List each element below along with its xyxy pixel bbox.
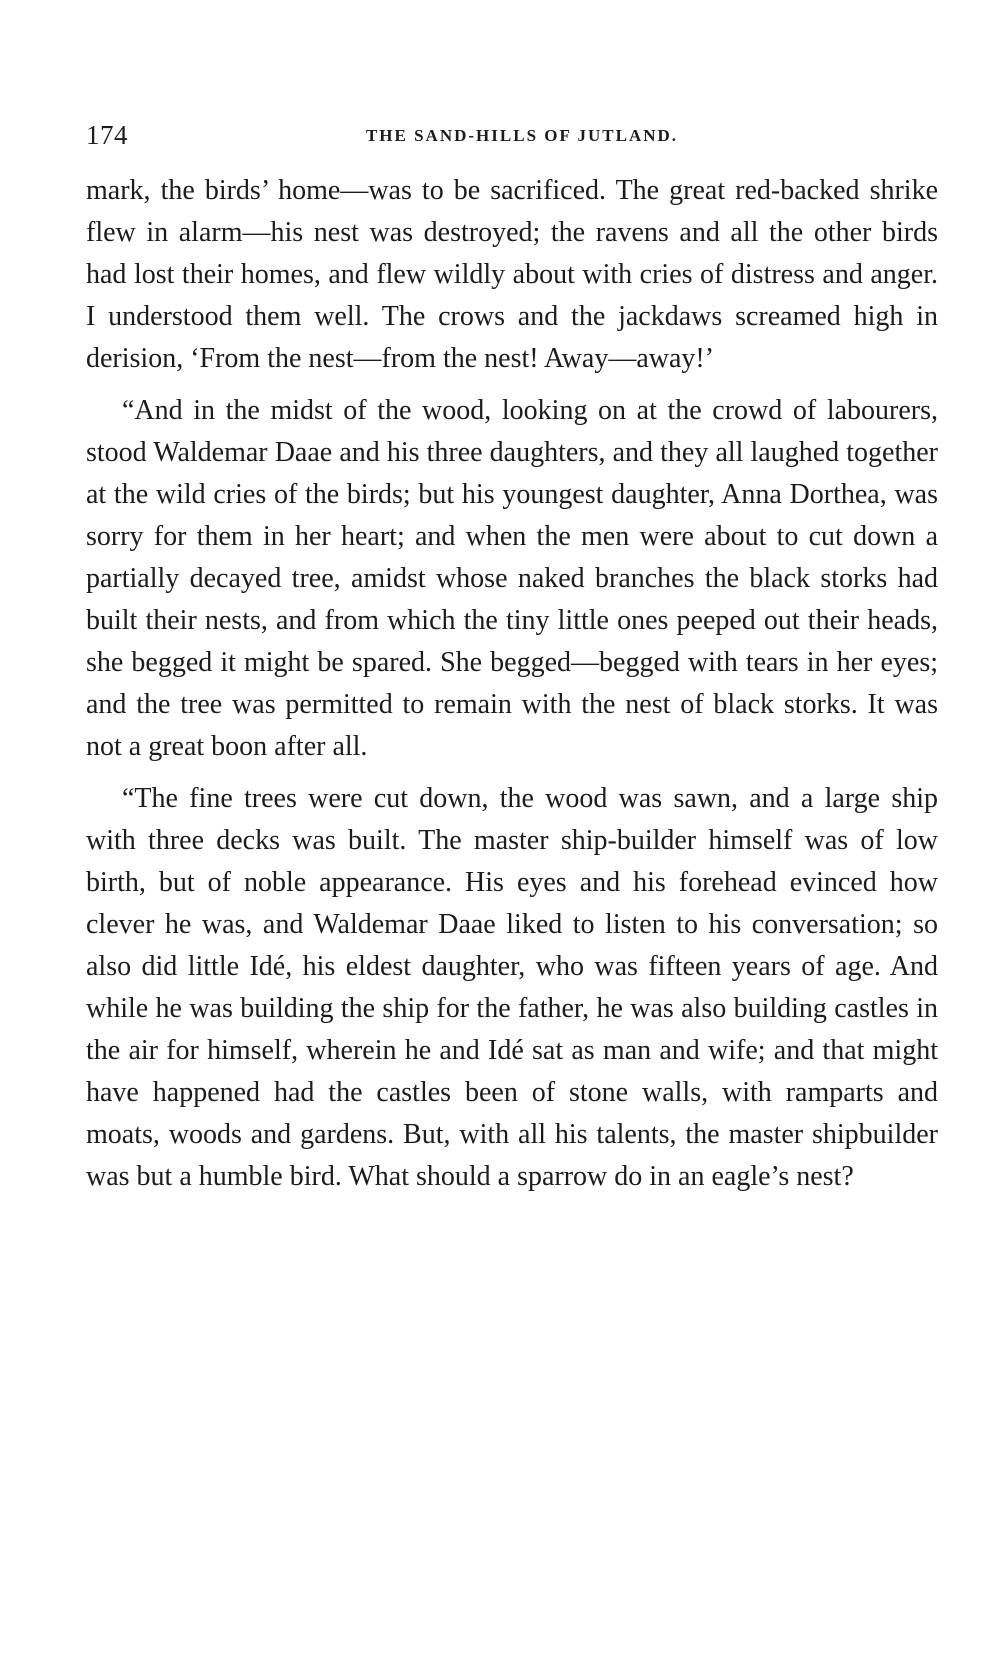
paragraph-1: mark, the birds’ home—was to be sacrificed. The great red-backed shrike flew in alarm—his nest was destroyed; the ravens and all the other birds had lost their homes, and flew wildly about with cries of distress and anger. I understood them well. The crows and the jackdaws screamed high in derision, ‘From the nest—from the nest! Away—away!’: [86, 175, 938, 374]
paragraph-3: “The fine trees were cut down, the wood was sawn, and a large ship with three decks was built. The master ship-builder himself was of low birth, but of noble appearance. His eyes and his forehead evinced how clever he was, and Waldemar Daae liked to listen to his conversation; so also did little Idé, his eldest daughter, who was fifteen years of age. And while he was building the ship for the father, he was also building castles in the air for himself, wherein he and Idé sat as man and wife; and that might have happened had the castles been of stone walls, with ramparts and moats, woods and gardens. But, with all his talents, the master shipbuilder was but a humble bird. What should a sparrow do in an eagle’s nest?: [86, 783, 938, 1192]
running-head: THE SAND-HILLS OF JUTLAND.: [365, 126, 679, 145]
page-header: [86, 120, 938, 160]
body-text: [86, 170, 938, 1198]
paragraph-2: “And in the midst of the wood, looking on at the crowd of labourers, stood Waldemar Daae and his three daughters, and they all laughed together at the wild cries of the birds; but his youngest daughter, Anna Dorthea, was sorry for them in her heart; and when the men were about to cut down a partially decayed tree, amidst whose naked branches the black storks had built their nests, and from which the tiny little ones peeped out their heads, she begged it might be spared. She begged—begged with tears in her eyes; and the tree was permitted to remain with the nest of black storks. It was not a great boon after all.: [86, 395, 938, 762]
page-number: 174: [86, 120, 128, 150]
